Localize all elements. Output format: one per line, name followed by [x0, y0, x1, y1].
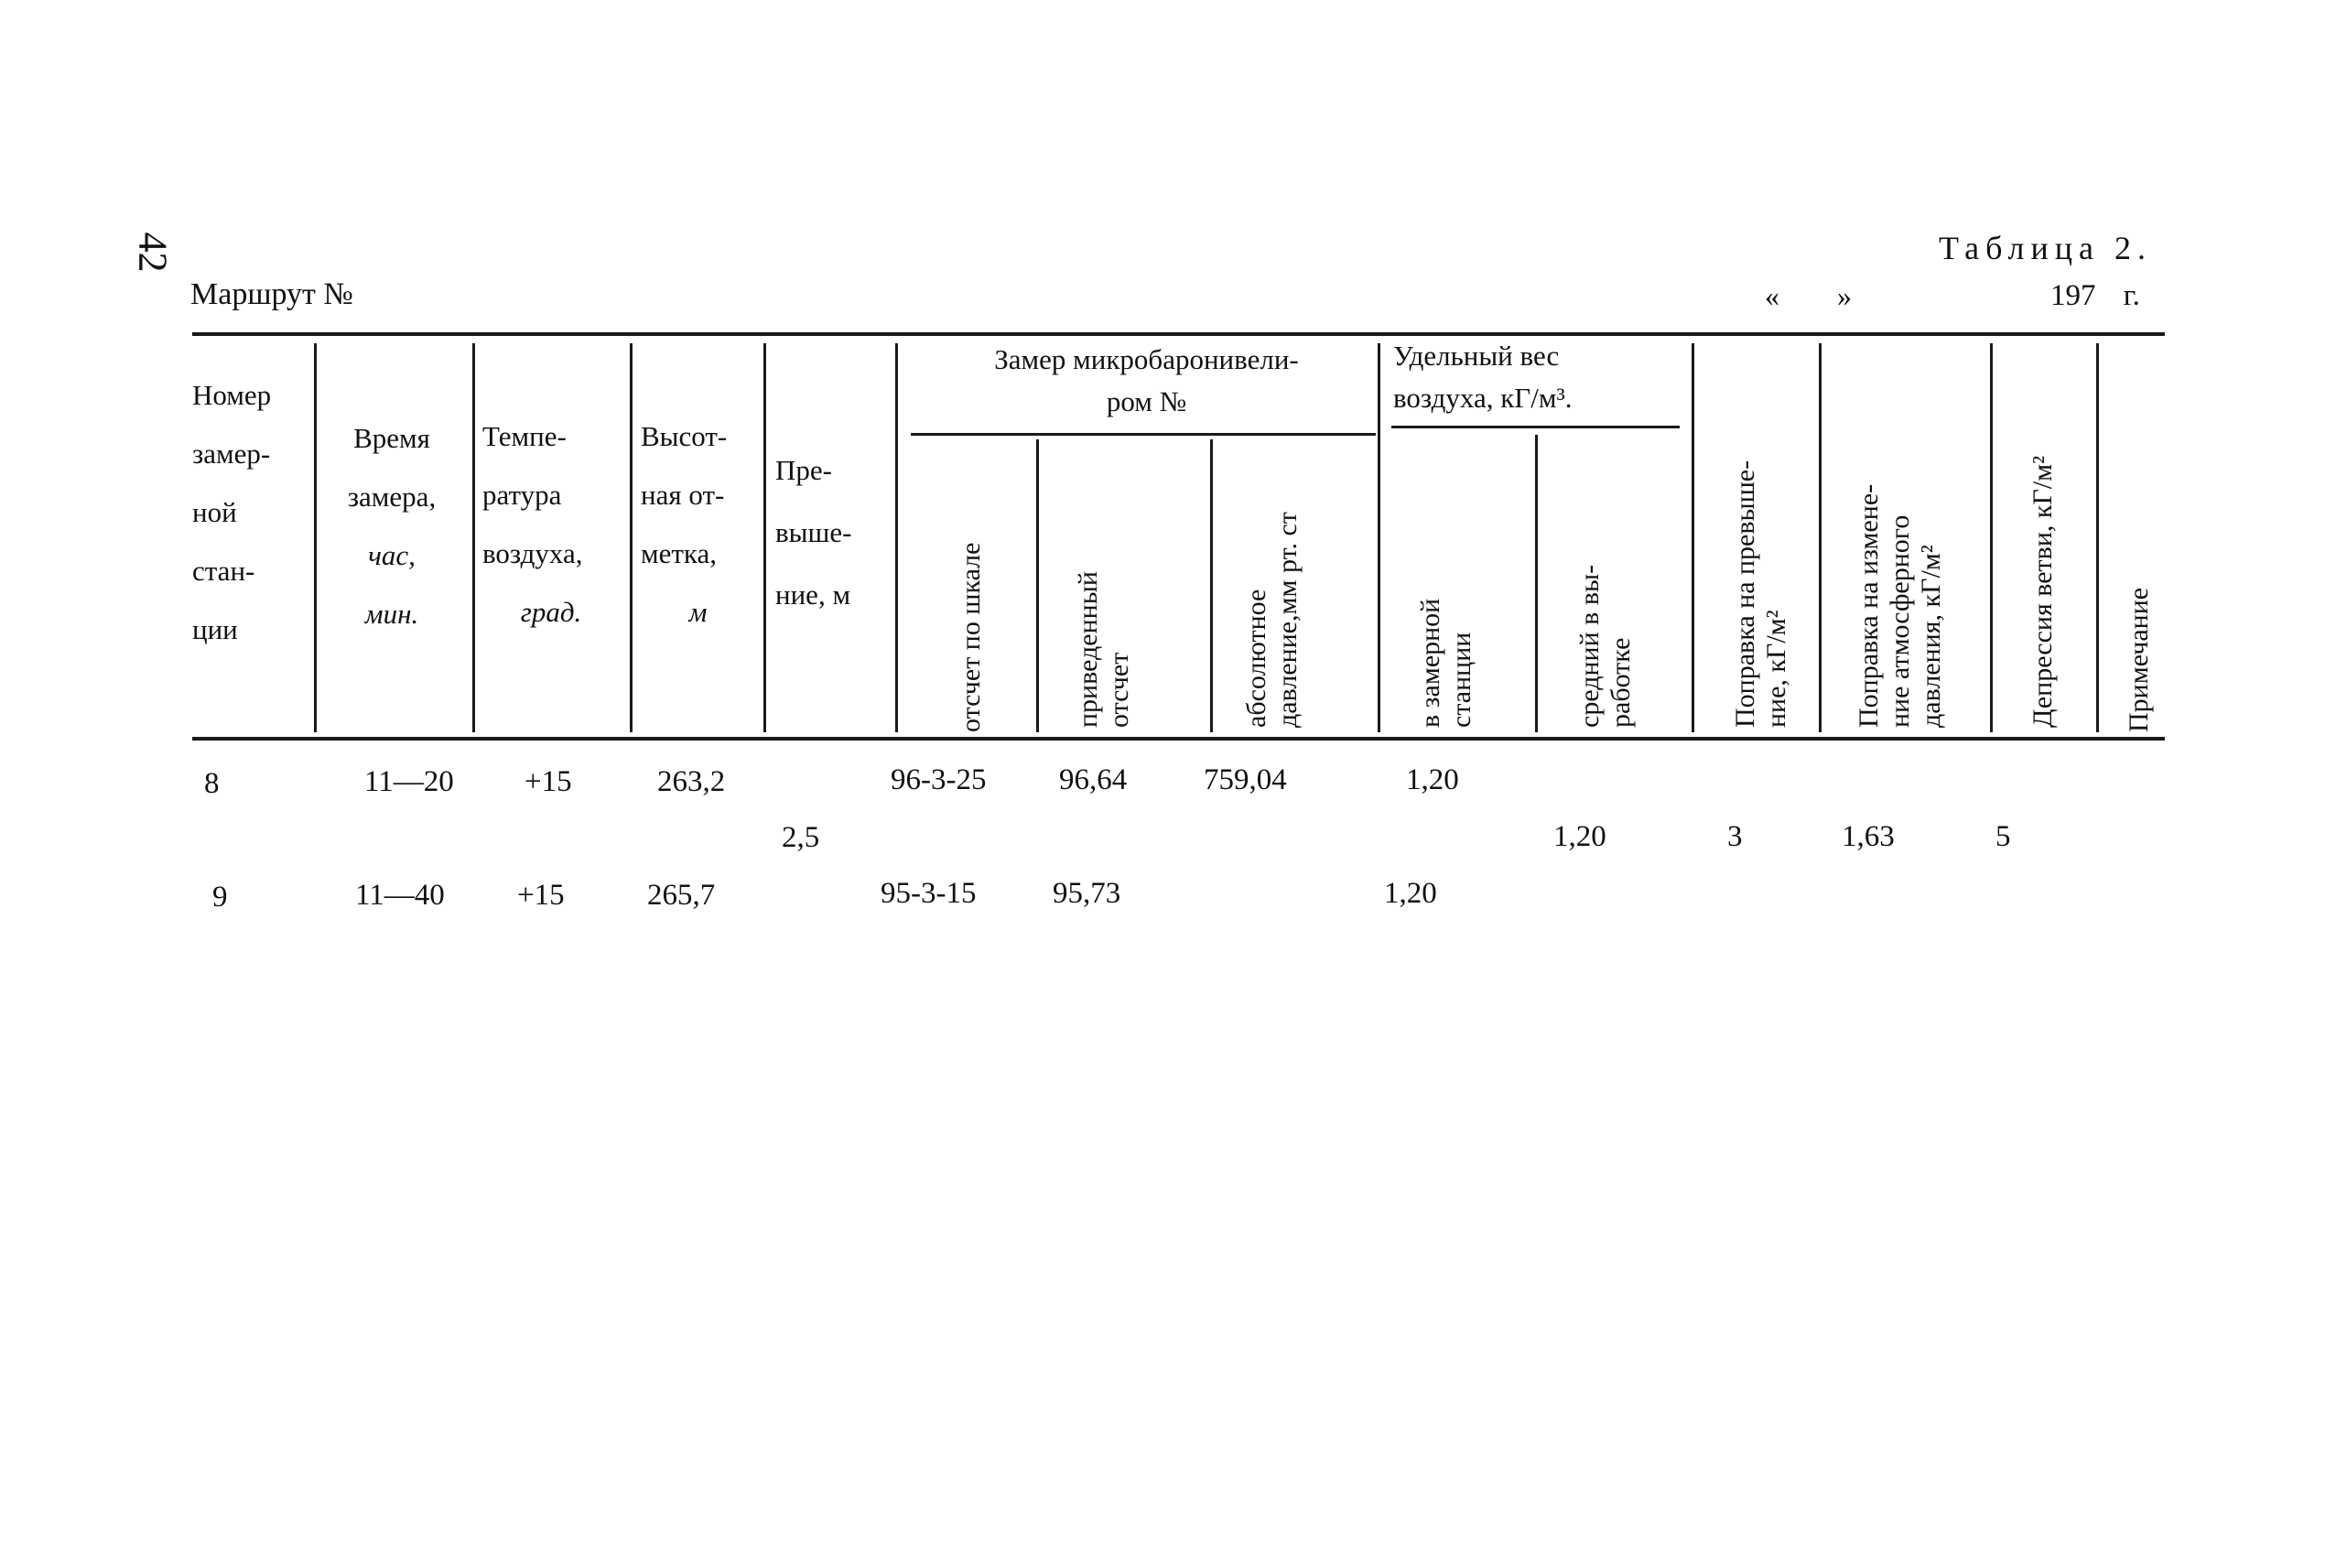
header-excess-correction: Поправка на превыше- ние, кГ/м² — [1730, 460, 1791, 728]
header-excess: Пре- выше- ние, м — [775, 454, 852, 611]
header-scale-reading: отсчет по шкале — [956, 542, 986, 732]
table-cell-scale-reading: 95-3-15 — [881, 877, 977, 910]
header-pressure-change-correction: Поправка на измене- ние атмосферного давления, кГ/м² — [1854, 483, 1946, 728]
column-divider — [1990, 343, 1993, 732]
table-cell-time: 11—20 — [364, 765, 454, 798]
column-divider — [895, 343, 898, 732]
table-cell-scale-reading: 96-3-25 — [891, 763, 987, 796]
column-divider — [472, 343, 475, 732]
header-time: Время замера, час, мин. — [347, 422, 437, 630]
table-header-bottom-rule — [192, 737, 2165, 741]
column-divider — [2096, 343, 2099, 732]
table-title: Таблица 2. — [1939, 230, 2152, 266]
table-cell-average: 1,20 — [1553, 820, 1606, 853]
route-label: Маршрут № — [190, 277, 353, 311]
table-cell-excess-correction: 3 — [1727, 820, 1743, 853]
header-average: средний в вы- работке — [1574, 564, 1636, 728]
table-cell-pressure-change-correction: 1,63 — [1842, 820, 1895, 853]
table-cell-temperature: +15 — [524, 765, 572, 798]
microbarometer-group-rule — [911, 433, 1376, 436]
header-absolute-pressure: абсолютное давление,мм рт. ст — [1241, 512, 1303, 728]
column-divider — [630, 343, 633, 732]
column-divider — [763, 343, 766, 732]
column-divider — [1692, 343, 1694, 732]
specific-weight-group-rule — [1391, 426, 1680, 428]
header-notes: Примечание — [2124, 587, 2154, 732]
column-divider — [1535, 435, 1538, 732]
header-at-station: в замерной станции — [1415, 598, 1476, 728]
table-top-rule — [192, 332, 2165, 336]
table-cell-elevation: 263,2 — [657, 765, 726, 798]
year-label: 197 г. — [2050, 279, 2140, 312]
table-cell-absolute-pressure: 759,04 — [1204, 763, 1287, 796]
table-cell-at-station: 1,20 — [1384, 877, 1437, 910]
header-station: Номер замер- ной стан- ции — [192, 379, 272, 645]
header-branch-depression: Депрессия ветви, кГ/м² — [2028, 455, 2058, 728]
column-divider — [1819, 343, 1822, 732]
header-microbarometer-group: Замер микробаронивели- ром № — [994, 343, 1299, 417]
header-temperature: Темпе- ратура воздуха, град. — [482, 420, 583, 628]
table-cell-branch-depression: 5 — [1995, 820, 2011, 853]
date-quotes: « » — [1765, 279, 1852, 312]
header-reduced-reading: приведенный отсчет — [1073, 571, 1134, 728]
table-cell-reduced-reading: 95,73 — [1053, 877, 1121, 910]
header-specific-weight-group: Удельный вес воздуха, кГ/м³. — [1393, 340, 1573, 414]
table-cell-elevation: 265,7 — [647, 879, 716, 912]
table-cell-temperature: +15 — [517, 879, 565, 912]
table-cell-excess: 2,5 — [782, 821, 820, 854]
table-cell-station: 8 — [204, 767, 220, 800]
column-divider — [1210, 439, 1213, 732]
page-number: 42 — [130, 232, 176, 273]
column-divider — [1378, 343, 1380, 732]
table-cell-station: 9 — [212, 881, 228, 914]
column-divider — [314, 343, 317, 732]
header-elevation: Высот- ная от- метка, м — [641, 420, 728, 628]
table-cell-time: 11—40 — [355, 879, 445, 912]
column-divider — [1036, 439, 1039, 732]
table-cell-at-station: 1,20 — [1406, 763, 1459, 796]
table-cell-reduced-reading: 96,64 — [1059, 763, 1128, 796]
